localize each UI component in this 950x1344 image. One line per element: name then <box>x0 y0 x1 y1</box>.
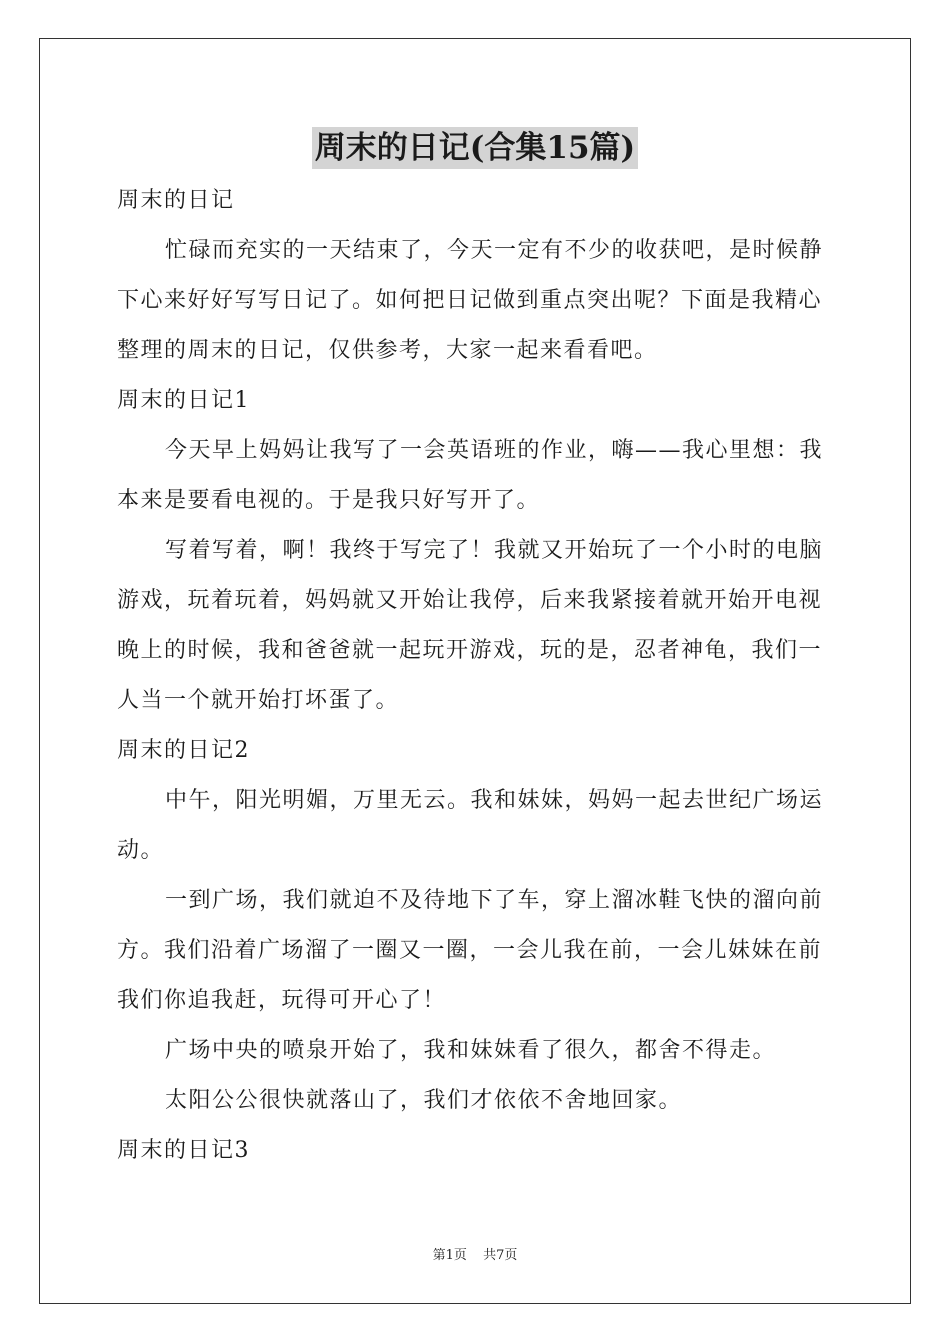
paragraph-line: 晚上的时候，我和爸爸就一起玩开游戏，玩的是，忍者神龟，我们一 <box>117 638 823 663</box>
document-title: 周末的日记(合集15篇) <box>312 127 638 169</box>
page-footer <box>0 1247 950 1265</box>
paragraph-line: 整理的周末的日记，仅供参考，大家一起来看看吧。 <box>117 338 658 363</box>
section-heading: 周末的日记2 <box>117 738 250 763</box>
paragraph-line: 一到广场，我们就迫不及待地下了车，穿上溜冰鞋飞快的溜向前 <box>165 888 824 913</box>
section-heading: 周末的日记3 <box>117 1138 250 1163</box>
paragraph-line: 游戏，玩着玩着，妈妈就又开始让我停，后来我紧接着就开始开电视 <box>117 588 823 613</box>
title-wrap <box>0 127 950 169</box>
section-heading: 周末的日记1 <box>117 388 250 413</box>
paragraph-line: 中午，阳光明媚，万里无云。我和妹妹，妈妈一起去世纪广场运 <box>165 788 824 813</box>
page-number: 第1页 <box>432 1248 467 1263</box>
paragraph-line: 今天早上妈妈让我写了一会英语班的作业，嗨——我心里想：我 <box>165 438 824 463</box>
paragraph-line: 忙碌而充实的一天结束了，今天一定有不少的收获吧，是时候静 <box>165 238 824 263</box>
section-heading: 周末的日记 <box>117 188 235 213</box>
paragraph-line: 人当一个就开始打坏蛋了。 <box>117 688 400 713</box>
paragraph-line: 太阳公公很快就落山了，我们才依依不舍地回家。 <box>165 1088 683 1113</box>
page-total: 共7页 <box>483 1248 518 1263</box>
paragraph-line: 本来是要看电视的。于是我只好写开了。 <box>117 488 541 513</box>
paragraph-line: 写着写着，啊！我终于写完了！我就又开始玩了一个小时的电脑 <box>165 538 824 563</box>
paragraph-line: 我们你追我赶，玩得可开心了！ <box>117 988 447 1013</box>
paragraph-line: 广场中央的喷泉开始了，我和妹妹看了很久，都舍不得走。 <box>165 1038 777 1063</box>
paragraph-line: 方。我们沿着广场溜了一圈又一圈，一会儿我在前，一会儿妹妹在前 <box>117 938 823 963</box>
paragraph-line: 下心来好好写写日记了。如何把日记做到重点突出呢？下面是我精心 <box>117 288 823 313</box>
paragraph-line: 动。 <box>117 838 165 863</box>
